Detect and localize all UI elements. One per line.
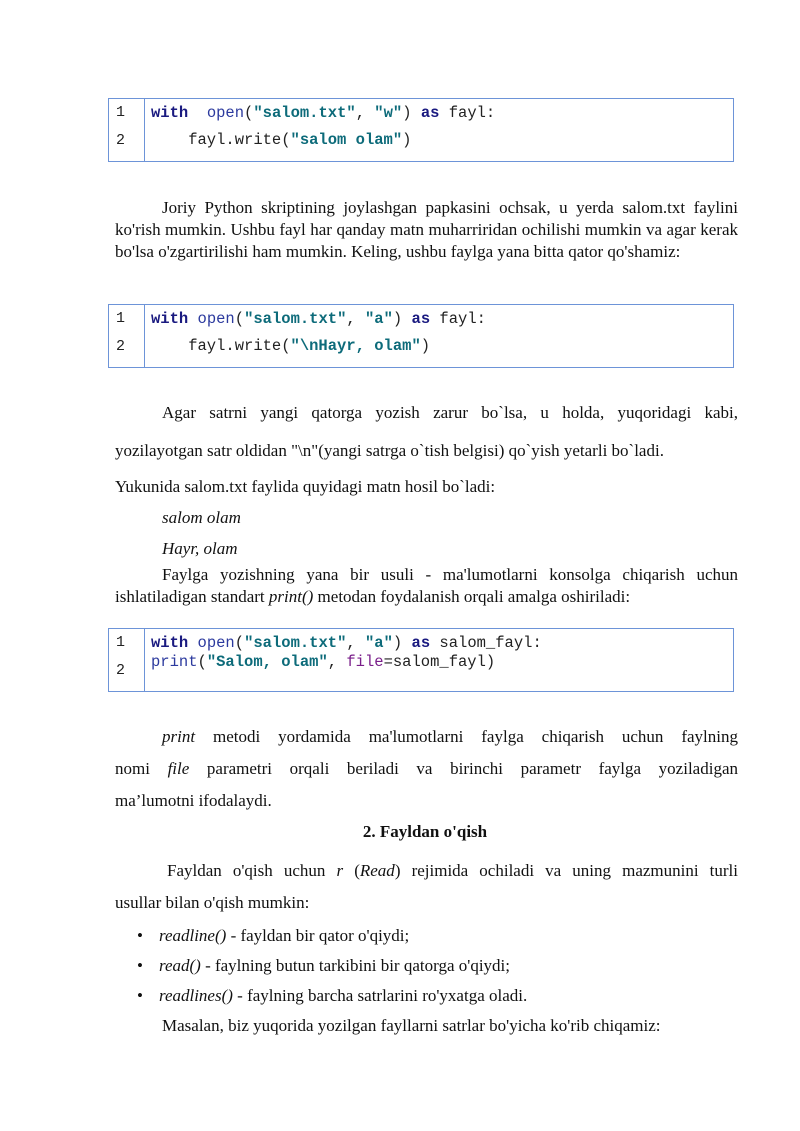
- line-number: 2: [116, 132, 126, 149]
- code-token: ,: [346, 634, 365, 652]
- code-token: as: [411, 634, 431, 652]
- code-token: fayl:: [439, 104, 496, 122]
- line-number: 2: [116, 662, 126, 679]
- code-block-1: [108, 98, 734, 162]
- result-line: salom olam: [162, 508, 241, 527]
- bullet-item: • read() - faylning butun tarkibini bir qatorga o'qiydi;: [137, 956, 510, 975]
- paragraph-line: Agar satrni yangi qatorga yozish zarur bo`lsa, u holda, yuqoridagi kabi,: [162, 403, 738, 422]
- code-token: open: [206, 104, 245, 122]
- line-number: 2: [116, 338, 126, 355]
- code-line: [151, 337, 430, 355]
- code-token: "a": [365, 310, 393, 328]
- paragraph: Joriy Python skriptining joylashgan papkasini ochsak, u yerda salom.txt faylini ko'rish mumkin. Ushbu fayl har qanday matn muharriridan ochilishi mumkin va agar kerak bo'lsa o'zgartirilishi ham mumkin. Keling, ushbu faylga yana bitta qator qo'shamiz:: [115, 198, 738, 261]
- result-line: Hayr, olam: [162, 539, 238, 558]
- code-token: fayl:: [430, 310, 486, 328]
- line-number: 1: [116, 310, 126, 327]
- paragraph-line: ma’lumotni ifodalaydi.: [115, 791, 272, 810]
- code-token: ,: [327, 653, 347, 671]
- code-token: "\nHayr, olam": [290, 337, 421, 355]
- line-number: 1: [116, 104, 126, 121]
- code-token: [188, 634, 197, 652]
- paragraph-line: yozilayotgan satr oldidan "\n"(yangi satrga o`tish belgisi) qo`yish yetarli bo`ladi.: [115, 441, 664, 460]
- code-token: "w": [374, 104, 403, 122]
- code-token: ): [392, 310, 412, 328]
- code-block-2: [108, 304, 734, 368]
- code-token: "a": [365, 634, 393, 652]
- code-token: ,: [355, 104, 375, 122]
- code-block-3: [108, 628, 734, 692]
- paragraph-line: Yukunida salom.txt faylida quyidagi matn hosil bo`ladi:: [115, 477, 496, 496]
- code-token: with: [151, 104, 189, 122]
- line-number: 1: [116, 634, 126, 651]
- code-token: open: [197, 310, 235, 328]
- code-token: with: [151, 634, 189, 652]
- code-token: file: [346, 653, 384, 671]
- section-heading: 2. Fayldan o'qish: [362, 822, 488, 841]
- code-token: fayl.write(: [151, 337, 291, 355]
- code-token: "salom.txt": [253, 104, 356, 122]
- code-token: "Salom, olam": [206, 653, 328, 671]
- code-token: with: [151, 310, 189, 328]
- code-token: ): [402, 131, 412, 149]
- code-token: open: [197, 634, 235, 652]
- paragraph-line: nomi file parametri orqali beriladi va birinchi parametr faylga yoziladigan: [115, 759, 738, 778]
- code-token: (: [234, 634, 245, 652]
- line-gutter: [109, 99, 145, 161]
- paragraph: Faylga yozishning yana bir usuli - ma'lumotlarni konsolga chiqarish uchun ishlatiladigan standart print() metodan foydalanish orqali amalga oshiriladi:: [115, 565, 738, 606]
- code-token: as: [411, 310, 431, 328]
- code-token: (: [234, 310, 245, 328]
- code-token: (: [197, 653, 207, 671]
- code-token: [188, 310, 197, 328]
- code-line: [151, 634, 542, 652]
- code-token: ): [420, 337, 431, 355]
- line-gutter: [109, 305, 145, 367]
- code-token: "salom.txt": [244, 634, 347, 652]
- code-token: ): [392, 634, 412, 652]
- paragraph-line: print metodi yordamida ma'lumotlarni faylga chiqarish uchun faylning: [162, 727, 738, 746]
- code-line: [151, 653, 495, 671]
- code-token: =salom_fayl): [383, 653, 496, 671]
- code-token: as: [420, 104, 440, 122]
- paragraph-line: usullar bilan o'qish mumkin:: [115, 893, 310, 912]
- paragraph-line: Masalan, biz yuqorida yozilgan fayllarni satrlar bo'yicha ko'rib chiqamiz:: [162, 1016, 661, 1035]
- paragraph-line: Fayldan o'qish uchun r (Read) rejimida ochiladi va uning mazmunini turli: [167, 861, 738, 880]
- code-token: "salom olam": [290, 131, 403, 149]
- code-token: (: [244, 104, 254, 122]
- bullet-item: • readline() - fayldan bir qator o'qiydi;: [137, 926, 410, 945]
- code-token: "salom.txt": [244, 310, 347, 328]
- code-token: ,: [346, 310, 365, 328]
- code-line: [151, 131, 411, 149]
- code-token: ): [402, 104, 421, 122]
- code-line: [151, 310, 486, 328]
- code-line: [151, 104, 495, 122]
- code-token: salom_fayl:: [430, 634, 542, 652]
- line-gutter: [109, 629, 145, 691]
- bullet-item: • readlines() - faylning barcha satrlarini ro'yxatga oladi.: [137, 986, 528, 1005]
- code-token: [188, 104, 207, 122]
- code-token: print: [151, 653, 198, 671]
- code-token: fayl.write(: [151, 131, 291, 149]
